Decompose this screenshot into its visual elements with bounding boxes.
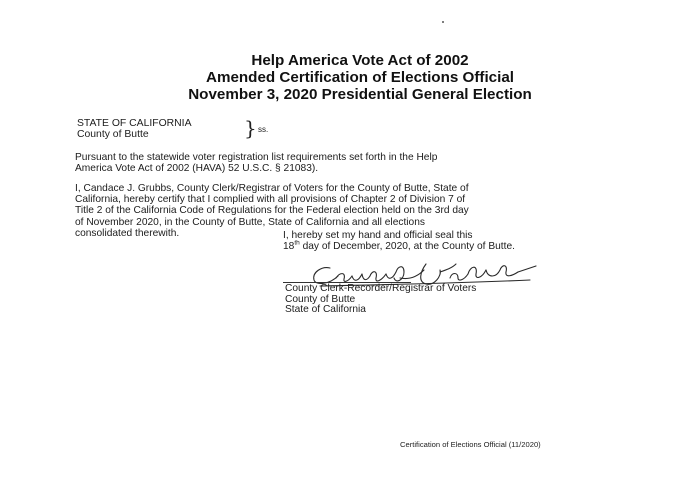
title-line-1: Help America Vote Act of 2002 (251, 52, 469, 69)
pursuant-line: America Vote Act of 2002 (HAVA) 52 U.S.C. § 21083). (75, 163, 319, 175)
venue-state: STATE OF CALIFORNIA (77, 118, 192, 129)
venue-ss: ss. (258, 125, 269, 134)
footer-form-id: Certification of Elections Official (11/2020) (400, 440, 541, 449)
seal-line-2 (283, 241, 515, 252)
venue-block (77, 118, 192, 140)
title-line-2: Amended Certification of Elections Official (205, 69, 514, 86)
scan-speck (442, 21, 444, 23)
certify-line: California, hereby certify that I complied with all provisions of Chapter 2 of Division 7 of (75, 194, 466, 206)
signer-county: County of Butte (285, 293, 356, 305)
certify-line: Title 2 of the California Code of Regulations for the Federal election held on the 3rd day (75, 205, 469, 217)
pursuant-line: Pursuant to the statewide voter registration list requirements set forth in the Help (75, 152, 438, 163)
pursuant-paragraph (75, 152, 615, 174)
certify-line: consolidated therewith. (75, 227, 180, 239)
signer-title: County Clerk-Recorder/Registrar of Voters (285, 283, 477, 294)
title-line-3: November 3, 2020 Presidential General Election (188, 86, 532, 103)
document-title (70, 52, 650, 103)
venue-county: County of Butte (77, 129, 149, 140)
certify-line: I, Candace J. Grubbs, County Clerk/Registrar of Voters for the County of Butte, State of (75, 183, 469, 194)
seal-day: 18 (283, 241, 295, 253)
seal-line-2-rest: day of December, 2020, at the County of Butte. (299, 241, 515, 253)
signer-state: State of California (285, 304, 366, 316)
venue-brace: } (244, 116, 257, 140)
signer-block (285, 284, 476, 316)
seal-statement (283, 230, 515, 252)
certify-line: of November 2020, in the County of Butte, State of California and all elections (75, 216, 425, 228)
seal-line-1: I, hereby set my hand and official seal this (283, 230, 473, 241)
seal-day-suffix: th (294, 239, 300, 247)
